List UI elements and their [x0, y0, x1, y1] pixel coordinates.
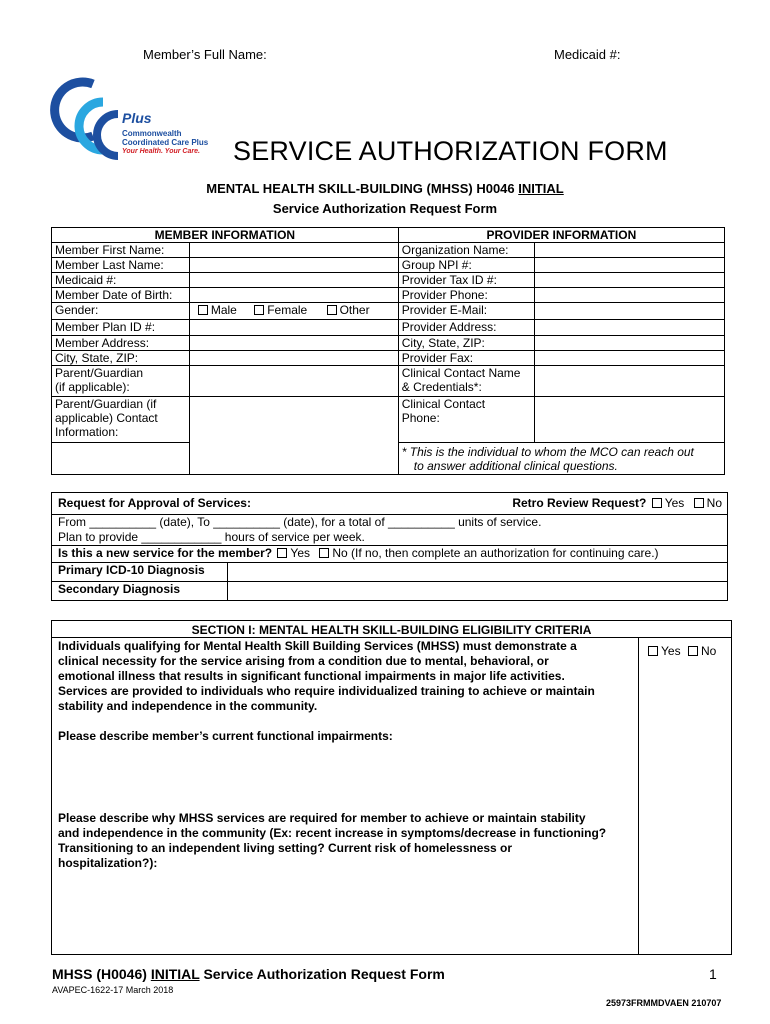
provider-fax-label: Provider Fax: [398, 351, 534, 366]
retro-review: Retro Review Request? Yes No [512, 496, 722, 510]
page-number: 1 [709, 966, 717, 982]
logo-line2: Coordinated Care Plus [122, 138, 209, 147]
tax-id-field[interactable] [534, 273, 724, 288]
member-plan-id-label: Member Plan ID #: [52, 320, 190, 336]
guardian-label: Parent/Guardian (if applicable): [52, 366, 190, 397]
clinical-contact-phone-field[interactable] [534, 397, 724, 443]
section1-content [52, 638, 639, 955]
member-last-name-field[interactable] [189, 258, 398, 273]
logo-mark-icon [48, 74, 128, 164]
gender-other[interactable]: Other [325, 303, 370, 317]
form-title: SERVICE AUTHORIZATION FORM [233, 136, 668, 166]
org-name-label: Organization Name: [398, 243, 534, 258]
provider-fax-field[interactable] [534, 351, 724, 366]
provider-city-label: City, State, ZIP: [398, 336, 534, 351]
request-approval-label: Request for Approval of Services: [58, 496, 251, 510]
gender-label: Gender: [52, 303, 190, 320]
clinical-contact-name-field[interactable] [534, 366, 724, 397]
logo [48, 74, 233, 164]
group-npi-field[interactable] [534, 258, 724, 273]
section1-heading: SECTION I: MENTAL HEALTH SKILL-BUILDING ELIGIBILITY CRITERIA [52, 621, 732, 638]
checkbox-icon[interactable] [688, 646, 698, 656]
checkbox-icon[interactable] [198, 305, 208, 315]
gender-options [189, 303, 398, 320]
subtitle-1: MENTAL HEALTH SKILL-BUILDING (MHSS) H0046 INITIAL [206, 181, 564, 196]
checkbox-icon[interactable] [648, 646, 658, 656]
logo-line1: Commonwealth [122, 129, 182, 138]
group-npi-label: Group NPI #: [398, 258, 534, 273]
provider-city-field[interactable] [534, 336, 724, 351]
service-plan-line: Plan to provide ____________ hours of service per week. [58, 530, 365, 544]
member-dob-field[interactable] [189, 288, 398, 303]
request-table [51, 492, 728, 601]
provider-email-field[interactable] [534, 303, 724, 320]
medicaid-number-label: Medicaid #: [554, 47, 621, 62]
member-full-name-label: Member’s Full Name: [143, 47, 267, 62]
functional-impairments-answer[interactable] [58, 743, 632, 811]
member-address-label: Member Address: [52, 336, 190, 351]
footer-code-left: AVAPEC-1622-17 March 2018 [52, 985, 174, 995]
member-address-field[interactable] [189, 336, 398, 351]
section1-table [51, 620, 732, 955]
clinical-note: * This is the individual to whom the MCO can reach out to answer additional clinical questions. [398, 443, 724, 475]
service-from-line: From __________ (date), To __________ (date), for a total of __________ units of service. [58, 515, 542, 529]
member-info-heading: MEMBER INFORMATION [52, 228, 399, 243]
service-dates-row[interactable] [52, 515, 728, 546]
checkbox-icon[interactable] [277, 548, 287, 558]
clinical-contact-phone-label: Clinical Contact Phone: [398, 397, 534, 443]
checkbox-icon[interactable] [694, 498, 704, 508]
member-dob-label: Member Date of Birth: [52, 288, 190, 303]
request-approval-row [52, 493, 728, 515]
clinical-contact-name-label: Clinical Contact Name & Credentials*: [398, 366, 534, 397]
footer-title: MHSS (H0046) INITIAL Service Authorization Request Form [52, 966, 445, 982]
guardian-contact-label-cont [52, 443, 190, 475]
member-medicaid-field[interactable] [189, 273, 398, 288]
member-city-label: City, State, ZIP: [52, 351, 190, 366]
gender-female[interactable]: Female [252, 303, 307, 317]
mhss-need-question: Please describe why MHSS services are required for member to achieve or maintain stability and independence in the community (Ex: recent increase in symptoms/decrease in functioning? Transitioning to an independent living setting? Current risk of homelessness or hospitalization?): [58, 811, 607, 870]
provider-phone-field[interactable] [534, 288, 724, 303]
provider-info-heading: PROVIDER INFORMATION [398, 228, 724, 243]
functional-impairments-question: Please describe member’s current functional impairments: [58, 729, 393, 743]
member-first-name-field[interactable] [189, 243, 398, 258]
tax-id-label: Provider Tax ID #: [398, 273, 534, 288]
primary-dx-label: Primary ICD-10 Diagnosis [52, 563, 228, 582]
new-service-row: Is this a new service for the member? Yes No (If no, then complete an authorization for continuing care.) [52, 546, 728, 563]
checkbox-icon[interactable] [254, 305, 264, 315]
gender-male[interactable]: Male [196, 303, 237, 317]
checkbox-icon[interactable] [327, 305, 337, 315]
org-name-field[interactable] [534, 243, 724, 258]
guardian-contact-field[interactable] [189, 397, 398, 475]
info-table [51, 227, 725, 475]
logo-plus: Plus [122, 110, 152, 126]
subtitle-2: Service Authorization Request Form [272, 201, 498, 216]
provider-address-field[interactable] [534, 320, 724, 336]
provider-email-label: Provider E-Mail: [398, 303, 534, 320]
logo-tagline: Your Health. Your Care. [122, 148, 200, 155]
member-medicaid-label: Medicaid #: [52, 273, 190, 288]
provider-address-label: Provider Address: [398, 320, 534, 336]
member-last-name-label: Member Last Name: [52, 258, 190, 273]
secondary-dx-field[interactable] [227, 582, 727, 601]
guardian-contact-label: Parent/Guardian (if applicable) Contact Information: [52, 397, 190, 443]
footer-code-right: 25973FRMMDVAEN 210707 [606, 998, 722, 1008]
provider-phone-label: Provider Phone: [398, 288, 534, 303]
primary-dx-field[interactable] [227, 563, 727, 582]
member-plan-id-field[interactable] [189, 320, 398, 336]
criteria-yes-no: Yes No [639, 638, 732, 955]
checkbox-icon[interactable] [319, 548, 329, 558]
guardian-field[interactable] [189, 366, 398, 397]
checkbox-icon[interactable] [652, 498, 662, 508]
member-first-name-label: Member First Name: [52, 243, 190, 258]
secondary-dx-label: Secondary Diagnosis [52, 582, 228, 601]
member-city-field[interactable] [189, 351, 398, 366]
criteria-text: Individuals qualifying for Mental Health Skill Building Services (MHSS) must demonstrate a clinical necessity for the service arising from a condition due to mental, behavioral, or emotional illness that results in significant functional impairments in major life activities. Services are provided to individuals who require individualized training to achieve or maintain stability and independence in the community. [58, 639, 595, 713]
